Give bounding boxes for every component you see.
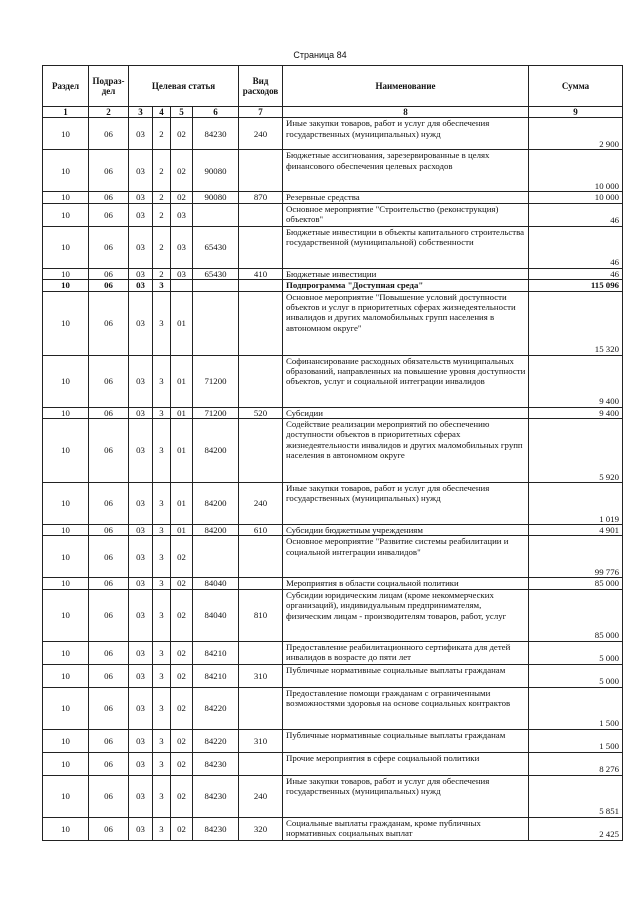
cell-program: 03 bbox=[129, 150, 153, 192]
cell-event: 01 bbox=[171, 419, 193, 483]
cell-summa: 99 776 bbox=[529, 536, 623, 578]
cell-vid-rashodov: 240 bbox=[239, 483, 283, 525]
cell-podrazdel: 06 bbox=[89, 118, 129, 150]
cell-direction: 84230 bbox=[193, 118, 239, 150]
header-razdel: Раздел bbox=[43, 66, 89, 107]
cell-direction bbox=[193, 536, 239, 578]
cell-vid-rashodov: 520 bbox=[239, 407, 283, 418]
cell-event bbox=[171, 280, 193, 291]
cell-direction: 84200 bbox=[193, 483, 239, 525]
cell-summa: 4 901 bbox=[529, 525, 623, 536]
cell-direction: 90080 bbox=[193, 150, 239, 192]
cell-podrazdel: 06 bbox=[89, 578, 129, 589]
table-row bbox=[43, 775, 623, 817]
cell-vid-rashodov: 240 bbox=[239, 118, 283, 150]
cell-vid-rashodov bbox=[239, 536, 283, 578]
cell-podrazdel: 06 bbox=[89, 419, 129, 483]
cell-direction: 84040 bbox=[193, 589, 239, 641]
cell-podrazdel: 06 bbox=[89, 525, 129, 536]
table-row bbox=[43, 291, 623, 355]
cell-podrazdel: 06 bbox=[89, 589, 129, 641]
cell-direction: 71200 bbox=[193, 407, 239, 418]
cell-direction: 84200 bbox=[193, 525, 239, 536]
cell-subprogram: 2 bbox=[153, 192, 171, 203]
cell-podrazdel: 06 bbox=[89, 687, 129, 729]
cell-razdel: 10 bbox=[43, 419, 89, 483]
cell-summa: 1 500 bbox=[529, 729, 623, 752]
cell-subprogram: 2 bbox=[153, 268, 171, 279]
table-row bbox=[43, 687, 623, 729]
cell-event: 02 bbox=[171, 752, 193, 775]
cell-summa: 9 400 bbox=[529, 355, 623, 407]
cell-event: 01 bbox=[171, 483, 193, 525]
cell-summa: 46 bbox=[529, 268, 623, 279]
cell-podrazdel: 06 bbox=[89, 192, 129, 203]
cell-direction: 84230 bbox=[193, 775, 239, 817]
cell-naimenovanie: Публичные нормативные социальные выплаты гражданам bbox=[283, 729, 529, 752]
col-number: 4 bbox=[153, 107, 171, 118]
cell-naimenovanie: Основное мероприятие "Повышение условий доступности объектов и услуг в приоритетных сферах жизнедеятельности инвалидов и других маломобильных групп населения в автономном округе" bbox=[283, 291, 529, 355]
cell-naimenovanie: Основное мероприятие "Строительство (реконструкция) объектов" bbox=[283, 203, 529, 226]
cell-event: 03 bbox=[171, 203, 193, 226]
table-row bbox=[43, 729, 623, 752]
cell-direction: 84220 bbox=[193, 729, 239, 752]
cell-program: 03 bbox=[129, 419, 153, 483]
cell-naimenovanie: Иные закупки товаров, работ и услуг для обеспечения государственных (муниципальных) нужд bbox=[283, 483, 529, 525]
cell-direction: 71200 bbox=[193, 355, 239, 407]
cell-program: 03 bbox=[129, 483, 153, 525]
cell-subprogram: 3 bbox=[153, 355, 171, 407]
table-row bbox=[43, 752, 623, 775]
cell-naimenovanie: Прочие мероприятия в сфере социальной политики bbox=[283, 752, 529, 775]
cell-razdel: 10 bbox=[43, 355, 89, 407]
cell-subprogram: 3 bbox=[153, 729, 171, 752]
cell-event: 02 bbox=[171, 578, 193, 589]
cell-summa: 8 276 bbox=[529, 752, 623, 775]
cell-podrazdel: 06 bbox=[89, 641, 129, 664]
cell-subprogram: 2 bbox=[153, 226, 171, 268]
cell-direction: 84210 bbox=[193, 664, 239, 687]
cell-naimenovanie: Софинансирование расходных обязательств муниципальных образований, направленных на повышение уровня доступности объектов, услуг и социальной интеграции инвалидов bbox=[283, 355, 529, 407]
cell-event: 03 bbox=[171, 226, 193, 268]
cell-program: 03 bbox=[129, 118, 153, 150]
cell-direction: 84210 bbox=[193, 641, 239, 664]
cell-podrazdel: 06 bbox=[89, 664, 129, 687]
cell-vid-rashodov bbox=[239, 578, 283, 589]
cell-vid-rashodov bbox=[239, 641, 283, 664]
cell-podrazdel: 06 bbox=[89, 226, 129, 268]
cell-summa: 10 000 bbox=[529, 150, 623, 192]
cell-event: 02 bbox=[171, 664, 193, 687]
cell-razdel: 10 bbox=[43, 729, 89, 752]
cell-subprogram: 3 bbox=[153, 291, 171, 355]
table-row bbox=[43, 355, 623, 407]
header-summa: Сумма bbox=[529, 66, 623, 107]
cell-podrazdel: 06 bbox=[89, 536, 129, 578]
cell-program: 03 bbox=[129, 775, 153, 817]
cell-event: 02 bbox=[171, 118, 193, 150]
cell-subprogram: 2 bbox=[153, 150, 171, 192]
budget-table bbox=[42, 65, 623, 841]
cell-razdel: 10 bbox=[43, 687, 89, 729]
cell-program: 03 bbox=[129, 589, 153, 641]
cell-naimenovanie: Субсидии bbox=[283, 407, 529, 418]
cell-program: 03 bbox=[129, 641, 153, 664]
cell-razdel: 10 bbox=[43, 268, 89, 279]
cell-subprogram: 3 bbox=[153, 687, 171, 729]
cell-direction: 84040 bbox=[193, 578, 239, 589]
cell-naimenovanie: Социальные выплаты гражданам, кроме публичных нормативных социальных выплат bbox=[283, 817, 529, 840]
cell-summa: 10 000 bbox=[529, 192, 623, 203]
cell-summa: 46 bbox=[529, 226, 623, 268]
cell-razdel: 10 bbox=[43, 525, 89, 536]
cell-subprogram: 2 bbox=[153, 118, 171, 150]
cell-direction bbox=[193, 203, 239, 226]
cell-summa: 5 920 bbox=[529, 419, 623, 483]
cell-program: 03 bbox=[129, 407, 153, 418]
cell-vid-rashodov bbox=[239, 355, 283, 407]
cell-direction bbox=[193, 280, 239, 291]
table-row bbox=[43, 536, 623, 578]
cell-naimenovanie: Бюджетные инвестиции в объекты капитального строительства государственной (муниципальной) собственности bbox=[283, 226, 529, 268]
col-number: 3 bbox=[129, 107, 153, 118]
cell-razdel: 10 bbox=[43, 589, 89, 641]
cell-program: 03 bbox=[129, 355, 153, 407]
cell-program: 03 bbox=[129, 268, 153, 279]
cell-razdel: 10 bbox=[43, 817, 89, 840]
header-naimenovanie: Наименование bbox=[283, 66, 529, 107]
cell-razdel: 10 bbox=[43, 118, 89, 150]
cell-naimenovanie: Предоставление помощи гражданам с ограниченными возможностями здоровья на основе социальных контрактов bbox=[283, 687, 529, 729]
col-number: 5 bbox=[171, 107, 193, 118]
cell-summa: 85 000 bbox=[529, 578, 623, 589]
cell-program: 03 bbox=[129, 525, 153, 536]
table-row bbox=[43, 407, 623, 418]
cell-program: 03 bbox=[129, 817, 153, 840]
cell-podrazdel: 06 bbox=[89, 752, 129, 775]
cell-podrazdel: 06 bbox=[89, 407, 129, 418]
cell-vid-rashodov bbox=[239, 687, 283, 729]
cell-subprogram: 3 bbox=[153, 752, 171, 775]
cell-event: 02 bbox=[171, 192, 193, 203]
cell-program: 03 bbox=[129, 752, 153, 775]
cell-razdel: 10 bbox=[43, 280, 89, 291]
col-number: 8 bbox=[283, 107, 529, 118]
cell-event: 02 bbox=[171, 589, 193, 641]
cell-program: 03 bbox=[129, 226, 153, 268]
table-row bbox=[43, 525, 623, 536]
cell-summa: 85 000 bbox=[529, 589, 623, 641]
cell-razdel: 10 bbox=[43, 752, 89, 775]
table-row bbox=[43, 268, 623, 279]
table-row bbox=[43, 280, 623, 291]
cell-subprogram: 3 bbox=[153, 589, 171, 641]
cell-naimenovanie: Предоставление реабилитационного сертификата для детей инвалидов в возрасте до пяти лет bbox=[283, 641, 529, 664]
cell-naimenovanie: Содействие реализации мероприятий по обеспечению доступности объектов в приоритетных сферах жизнедеятельности инвалидов и других маломобильных групп населения в автономном округе bbox=[283, 419, 529, 483]
cell-direction: 84200 bbox=[193, 419, 239, 483]
cell-direction: 65430 bbox=[193, 268, 239, 279]
page-title: Страница 84 bbox=[293, 50, 347, 60]
cell-subprogram: 3 bbox=[153, 664, 171, 687]
table-row bbox=[43, 419, 623, 483]
cell-program: 03 bbox=[129, 687, 153, 729]
cell-podrazdel: 06 bbox=[89, 729, 129, 752]
cell-naimenovanie: Бюджетные ассигнования, зарезервированные в целях финансового обеспечения целевых расходов bbox=[283, 150, 529, 192]
cell-summa: 5 000 bbox=[529, 641, 623, 664]
cell-summa: 9 400 bbox=[529, 407, 623, 418]
col-number: 6 bbox=[193, 107, 239, 118]
cell-summa: 1 019 bbox=[529, 483, 623, 525]
cell-subprogram: 3 bbox=[153, 578, 171, 589]
col-number: 1 bbox=[43, 107, 89, 118]
table-row bbox=[43, 664, 623, 687]
cell-event: 02 bbox=[171, 641, 193, 664]
cell-program: 03 bbox=[129, 664, 153, 687]
cell-razdel: 10 bbox=[43, 226, 89, 268]
cell-program: 03 bbox=[129, 280, 153, 291]
col-number: 9 bbox=[529, 107, 623, 118]
cell-vid-rashodov: 240 bbox=[239, 775, 283, 817]
cell-naimenovanie: Основное мероприятие "Развитие системы реабилитации и социальной интеграции инвалидов" bbox=[283, 536, 529, 578]
cell-vid-rashodov bbox=[239, 291, 283, 355]
table-row bbox=[43, 150, 623, 192]
cell-vid-rashodov bbox=[239, 280, 283, 291]
cell-vid-rashodov bbox=[239, 419, 283, 483]
cell-event: 02 bbox=[171, 729, 193, 752]
cell-naimenovanie: Субсидии юридическим лицам (кроме некоммерческих организаций), индивидуальным предпринимателям, физическим лицам - производителям товаров, работ, услуг bbox=[283, 589, 529, 641]
cell-program: 03 bbox=[129, 203, 153, 226]
cell-vid-rashodov: 320 bbox=[239, 817, 283, 840]
cell-razdel: 10 bbox=[43, 407, 89, 418]
cell-razdel: 10 bbox=[43, 150, 89, 192]
cell-summa: 46 bbox=[529, 203, 623, 226]
cell-podrazdel: 06 bbox=[89, 203, 129, 226]
header-podrazdel: Подраз-дел bbox=[89, 66, 129, 107]
cell-vid-rashodov: 810 bbox=[239, 589, 283, 641]
cell-direction: 84220 bbox=[193, 687, 239, 729]
cell-naimenovanie: Иные закупки товаров, работ и услуг для обеспечения государственных (муниципальных) нужд bbox=[283, 775, 529, 817]
cell-subprogram: 3 bbox=[153, 407, 171, 418]
cell-vid-rashodov: 410 bbox=[239, 268, 283, 279]
cell-program: 03 bbox=[129, 729, 153, 752]
cell-podrazdel: 06 bbox=[89, 355, 129, 407]
cell-naimenovanie: Публичные нормативные социальные выплаты гражданам bbox=[283, 664, 529, 687]
cell-program: 03 bbox=[129, 291, 153, 355]
cell-vid-rashodov: 610 bbox=[239, 525, 283, 536]
cell-direction: 90080 bbox=[193, 192, 239, 203]
cell-summa: 5 851 bbox=[529, 775, 623, 817]
cell-naimenovanie: Резервные средства bbox=[283, 192, 529, 203]
cell-vid-rashodov: 310 bbox=[239, 729, 283, 752]
cell-summa: 2 900 bbox=[529, 118, 623, 150]
cell-direction: 84230 bbox=[193, 752, 239, 775]
cell-podrazdel: 06 bbox=[89, 291, 129, 355]
cell-razdel: 10 bbox=[43, 192, 89, 203]
cell-vid-rashodov: 310 bbox=[239, 664, 283, 687]
cell-vid-rashodov bbox=[239, 226, 283, 268]
cell-summa: 2 425 bbox=[529, 817, 623, 840]
cell-podrazdel: 06 bbox=[89, 775, 129, 817]
cell-naimenovanie: Подпрограмма "Доступная среда" bbox=[283, 280, 529, 291]
cell-subprogram: 3 bbox=[153, 641, 171, 664]
cell-subprogram: 3 bbox=[153, 525, 171, 536]
cell-razdel: 10 bbox=[43, 641, 89, 664]
cell-razdel: 10 bbox=[43, 536, 89, 578]
cell-summa: 5 000 bbox=[529, 664, 623, 687]
cell-podrazdel: 06 bbox=[89, 817, 129, 840]
cell-subprogram: 3 bbox=[153, 817, 171, 840]
cell-event: 01 bbox=[171, 291, 193, 355]
cell-subprogram: 3 bbox=[153, 483, 171, 525]
table-row bbox=[43, 589, 623, 641]
table-row bbox=[43, 817, 623, 840]
cell-razdel: 10 bbox=[43, 664, 89, 687]
cell-razdel: 10 bbox=[43, 291, 89, 355]
col-number: 7 bbox=[239, 107, 283, 118]
cell-program: 03 bbox=[129, 578, 153, 589]
cell-vid-rashodov bbox=[239, 150, 283, 192]
cell-podrazdel: 06 bbox=[89, 268, 129, 279]
cell-program: 03 bbox=[129, 536, 153, 578]
table-row bbox=[43, 118, 623, 150]
cell-podrazdel: 06 bbox=[89, 483, 129, 525]
cell-vid-rashodov: 870 bbox=[239, 192, 283, 203]
cell-subprogram: 3 bbox=[153, 419, 171, 483]
cell-razdel: 10 bbox=[43, 578, 89, 589]
table-row bbox=[43, 641, 623, 664]
cell-subprogram: 3 bbox=[153, 280, 171, 291]
cell-event: 02 bbox=[171, 687, 193, 729]
cell-direction: 65430 bbox=[193, 226, 239, 268]
table-row bbox=[43, 203, 623, 226]
cell-summa: 115 096 bbox=[529, 280, 623, 291]
col-number: 2 bbox=[89, 107, 129, 118]
cell-event: 01 bbox=[171, 407, 193, 418]
cell-subprogram: 2 bbox=[153, 203, 171, 226]
header-vid-rashodov: Вид расходов bbox=[239, 66, 283, 107]
cell-event: 02 bbox=[171, 150, 193, 192]
cell-event: 01 bbox=[171, 525, 193, 536]
cell-subprogram: 3 bbox=[153, 536, 171, 578]
table-row bbox=[43, 578, 623, 589]
table-row bbox=[43, 192, 623, 203]
cell-razdel: 10 bbox=[43, 203, 89, 226]
cell-event: 02 bbox=[171, 775, 193, 817]
cell-event: 02 bbox=[171, 536, 193, 578]
cell-naimenovanie: Мероприятия в области социальной политики bbox=[283, 578, 529, 589]
cell-naimenovanie: Бюджетные инвестиции bbox=[283, 268, 529, 279]
header-celevaya-statya: Целевая статья bbox=[129, 66, 239, 107]
cell-summa: 15 320 bbox=[529, 291, 623, 355]
cell-direction: 84230 bbox=[193, 817, 239, 840]
cell-event: 01 bbox=[171, 355, 193, 407]
cell-summa: 1 500 bbox=[529, 687, 623, 729]
cell-event: 03 bbox=[171, 268, 193, 279]
cell-podrazdel: 06 bbox=[89, 280, 129, 291]
cell-naimenovanie: Субсидии бюджетным учреждениям bbox=[283, 525, 529, 536]
cell-program: 03 bbox=[129, 192, 153, 203]
cell-event: 02 bbox=[171, 817, 193, 840]
cell-podrazdel: 06 bbox=[89, 150, 129, 192]
table-row bbox=[43, 483, 623, 525]
table-row bbox=[43, 226, 623, 268]
cell-vid-rashodov bbox=[239, 203, 283, 226]
cell-direction bbox=[193, 291, 239, 355]
cell-subprogram: 3 bbox=[153, 775, 171, 817]
cell-vid-rashodov bbox=[239, 752, 283, 775]
cell-razdel: 10 bbox=[43, 775, 89, 817]
cell-razdel: 10 bbox=[43, 483, 89, 525]
cell-naimenovanie: Иные закупки товаров, работ и услуг для обеспечения государственных (муниципальных) нужд bbox=[283, 118, 529, 150]
